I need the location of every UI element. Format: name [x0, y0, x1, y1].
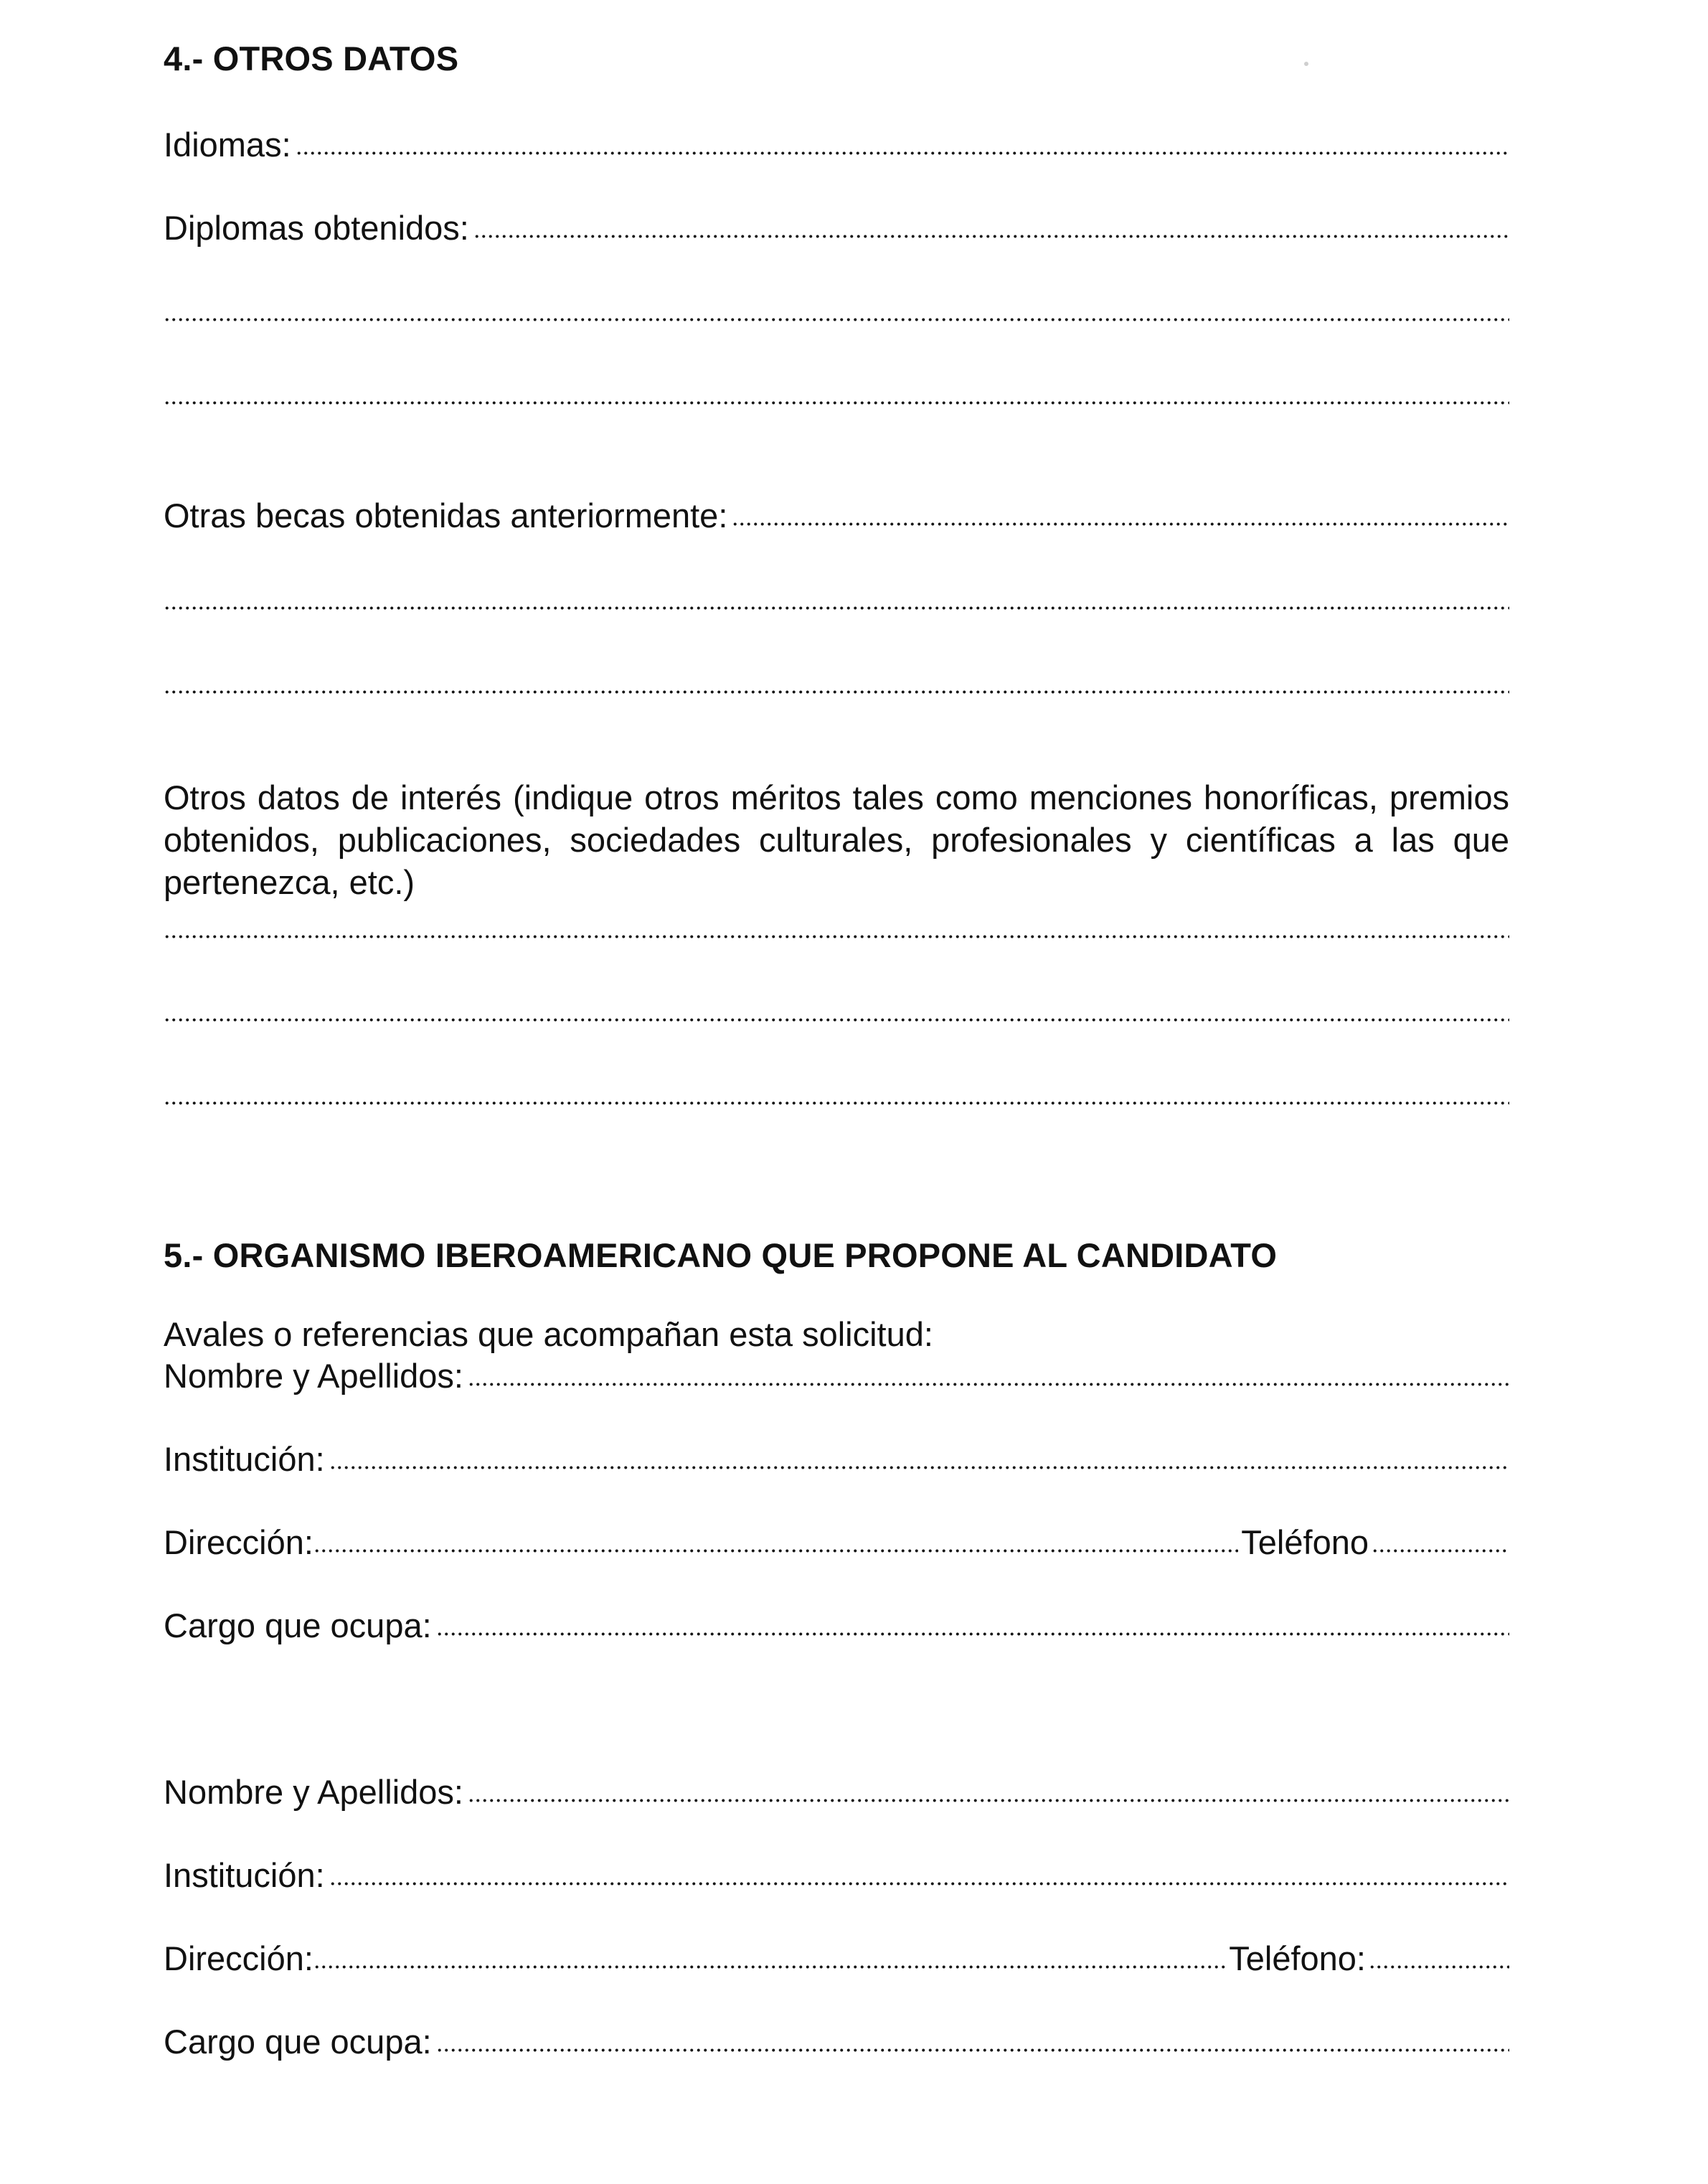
diplomas-label: Diplomas obtenidos:: [164, 209, 469, 247]
ref2-nombre-fill-line[interactable]: [468, 1795, 1509, 1805]
idiomas-field[interactable]: [164, 119, 1509, 165]
ref1-institucion-field[interactable]: [164, 1434, 1509, 1479]
ref1-institucion-label: Institución:: [164, 1440, 325, 1478]
ref2-direccion-label: Dirección:: [164, 1939, 313, 1977]
diplomas-extra-line-1[interactable]: [164, 286, 1509, 331]
becas-fill-line-2[interactable]: [164, 603, 1509, 613]
ref1-cargo-fill-line[interactable]: [436, 1629, 1509, 1639]
ref2-direccion-fill-line[interactable]: [313, 1962, 1226, 1972]
ref1-nombre-field[interactable]: [164, 1350, 1509, 1396]
otros-datos-fill-line-3[interactable]: [164, 1098, 1509, 1108]
diplomas-fill-line-2[interactable]: [164, 314, 1509, 324]
ref1-telefono-label: Teléfono: [1241, 1523, 1369, 1561]
otros-datos-fill-line-2[interactable]: [164, 1015, 1509, 1025]
ref1-direccion-label: Dirección:: [164, 1523, 313, 1561]
ref2-institucion-label: Institución:: [164, 1856, 325, 1894]
ref2-cargo-fill-line[interactable]: [436, 2045, 1509, 2055]
ref1-cargo-field[interactable]: [164, 1600, 1509, 1646]
diplomas-fill-line-3[interactable]: [164, 397, 1509, 408]
ref2-cargo-field[interactable]: [164, 2016, 1509, 2062]
ref1-nombre-label: Nombre y Apellidos:: [164, 1357, 463, 1395]
ref2-telefono-label: Teléfono:: [1229, 1939, 1366, 1977]
diplomas-field[interactable]: [164, 202, 1509, 248]
ref1-cargo-label: Cargo que ocupa:: [164, 1606, 432, 1644]
otros-datos-line-2[interactable]: [164, 986, 1509, 1032]
becas-fill-line-3[interactable]: [164, 687, 1509, 697]
otros-datos-description: Otros datos de interés (indique otros méritos tales como menciones honoríficas, premios obtenidos, publicaciones, sociedades culturales, profesionales y científicas a las que pertenezca, etc.): [164, 778, 1509, 901]
becas-label: Otras becas obtenidas anteriormente:: [164, 496, 728, 535]
diplomas-extra-line-2[interactable]: [164, 369, 1509, 415]
ref2-institucion-fill-line[interactable]: [329, 1878, 1509, 1888]
ref2-cargo-label: Cargo que ocupa:: [164, 2023, 432, 2061]
section-5-title: 5.- ORGANISMO IBEROAMERICANO QUE PROPONE AL CANDIDATO: [164, 1236, 1278, 1274]
ref2-institucion-field[interactable]: [164, 1850, 1509, 1896]
otros-datos-line-3[interactable]: [164, 1069, 1509, 1115]
ref1-nombre-fill-line[interactable]: [468, 1379, 1509, 1389]
otros-datos-fill-line-1[interactable]: [164, 931, 1509, 941]
becas-field[interactable]: [164, 490, 1509, 536]
scan-speck: [1304, 62, 1308, 66]
section-4-title: 4.- OTROS DATOS: [164, 39, 459, 77]
becas-fill-line[interactable]: [732, 519, 1509, 529]
ref2-direccion-field[interactable]: [164, 1933, 1509, 1979]
ref2-nombre-label: Nombre y Apellidos:: [164, 1773, 463, 1811]
becas-extra-line-1[interactable]: [164, 574, 1509, 620]
idiomas-label: Idiomas:: [164, 126, 291, 164]
ref1-telefono-fill-line[interactable]: [1372, 1545, 1509, 1555]
avales-intro: Avales o referencias que acompañan esta solicitud:: [164, 1315, 933, 1353]
ref2-nombre-field[interactable]: [164, 1766, 1509, 1812]
idiomas-fill-line[interactable]: [296, 148, 1509, 158]
ref1-direccion-fill-line[interactable]: [313, 1545, 1238, 1555]
ref1-direccion-field[interactable]: [164, 1517, 1509, 1563]
ref1-institucion-fill-line[interactable]: [329, 1462, 1509, 1472]
otros-datos-line-1[interactable]: [164, 903, 1509, 949]
ref2-telefono-fill-line[interactable]: [1369, 1962, 1509, 1972]
diplomas-fill-line[interactable]: [473, 231, 1509, 241]
becas-extra-line-2[interactable]: [164, 658, 1509, 704]
